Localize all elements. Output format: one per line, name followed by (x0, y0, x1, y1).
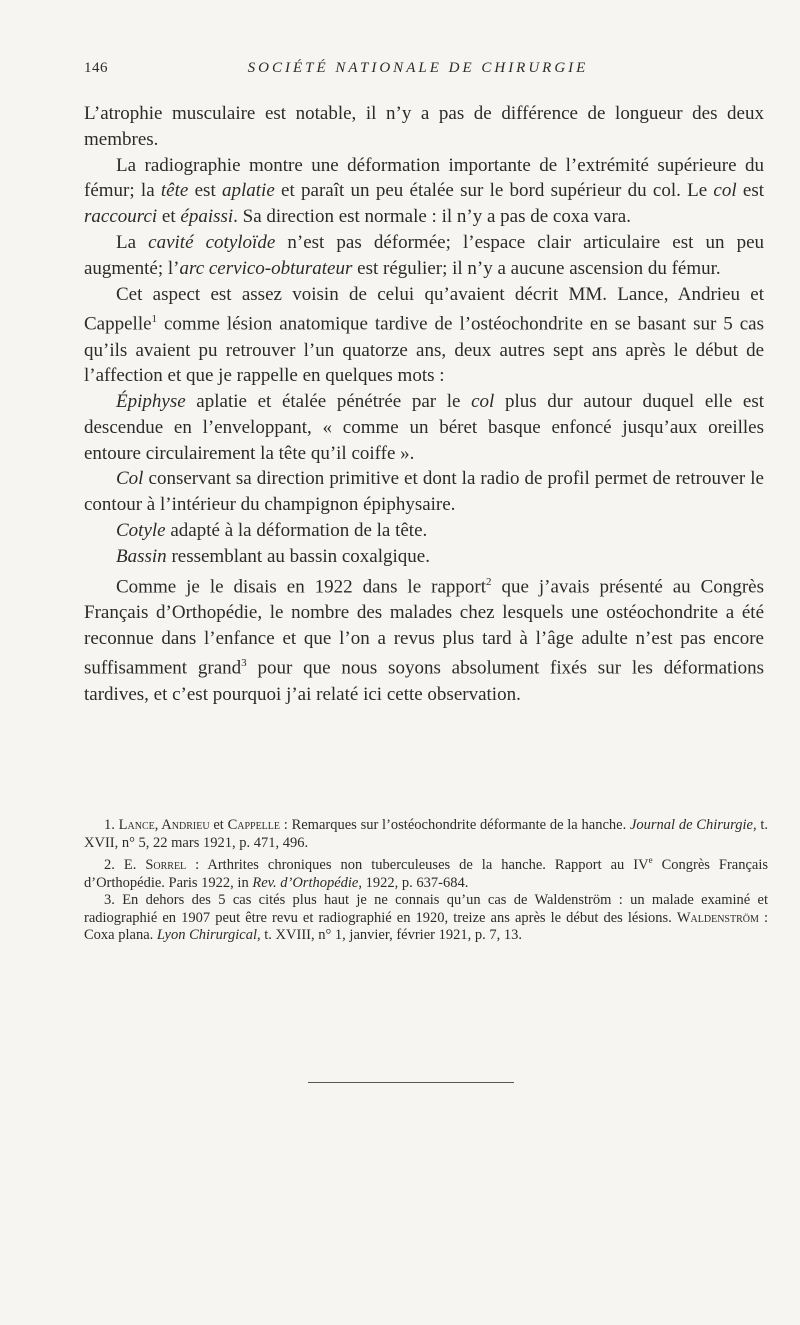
paragraph-epiphysis: Épiphyse aplatie et étalée pénétrée par le col plus dur autour duquel elle est descendue en l’enveloppant, « comme un béret basque enfoncé jusqu’aux oreilles entoure circulairement la tête qu’il coiffe ». (84, 391, 764, 464)
paragraph-col: Col conservant sa direction primitive et dont la radio de profil permet de retrouver le contour à l’intérieur du champignon épiphysaire. (84, 468, 764, 516)
footnote-3: 3. En dehors des 5 cas cités plus haut je ne connais qu’un cas de Waldenström : un malade examiné et radiographié en 1907 peut être revu et radiographié en 1920, treize ans après le début des lésions. Waldenström : Coxa plana. Lyon Chirurgical, t. XVIII, n° 1, janvier, février 1921, p. 7, 13. (84, 892, 768, 944)
footnote-1: 1. Lance, Andrieu et Cappelle : Remarques sur l’ostéochondrite déformante de la hanche. Journal de Chirurgie, t. XVII, n° 5, 22 mars 1921, p. 471, 496. (84, 817, 768, 851)
paragraph-conclusion: Comme je le disais en 1922 dans le rapport$^2$ que j’avais présenté au Congrès Français d’Orthopédie, le nombre des malades chez lesquels une ostéochondrite a été reconnue dans l’enfance et que l’on a revus plus tard à l’âge adulte n’est pas encore suffisamment grand$^3$ pour que nous soyons absolument fixés sur les déformations tardives, et c’est pourquoi j’ai relaté ici cette observation. (84, 575, 764, 705)
page-number: 146 (84, 60, 108, 76)
main-text (84, 101, 764, 707)
paragraph-cotyloid-cavity: La cavité cotyloïde n’est pas déformée; l’espace clair articulaire est un peu augmenté; l’arc cervico-obturateur est régulier; il n’y a aucune ascension du fémur. (84, 231, 765, 279)
footnote-ref-3: 3 (241, 657, 247, 670)
footnotes (84, 817, 768, 945)
footnote-2: 2. E. Sorrel : Arthrites chroniques non tuberculeuses de la hanche. Rapport au IVe Congrès Français d’Orthopédie. Paris 1922, in Rev. d’Orthopédie, 1922, p. 637-684. (84, 855, 769, 891)
running-head (84, 60, 752, 84)
paragraph-comparison: Cet aspect est assez voisin de celui qu’avaient décrit MM. Lance, Andrieu et Cappelle$^1$ comme lésion anatomique tardive de l’ostéochondrite en se basant sur 5 cas qu’ils avaient pu retrouver l’un quatorze ans, deux autres sept ans après le début de l’affection et que je rappelle en quelques mots : (84, 283, 764, 387)
footnote-ref-1: 1 (151, 313, 158, 326)
paragraph-radiography: La radiographie montre une déformation importante de l’extrémité supérieure du fémur; la tête est aplatie et paraît un peu étalée sur le bord supérieur du col. Le col est raccourci et épaissi. Sa direction est normale : il n’y a pas de coxa vara. (84, 154, 765, 228)
paragraph-atrophy: L’atrophie musculaire est notable, il n’y a pas de différence de longueur des deux membres. (84, 103, 764, 150)
paragraph-cotyle: Cotyle adapté à la déformation de la tête. (116, 520, 428, 542)
paragraph-bassin: Bassin ressemblant au bassin coxalgique. (116, 545, 430, 567)
journal-title: SOCIÉTÉ NATIONALE DE CHIRURGIE (247, 60, 589, 76)
footnote-ref-2: 2 (485, 575, 492, 588)
end-rule (308, 1082, 514, 1083)
